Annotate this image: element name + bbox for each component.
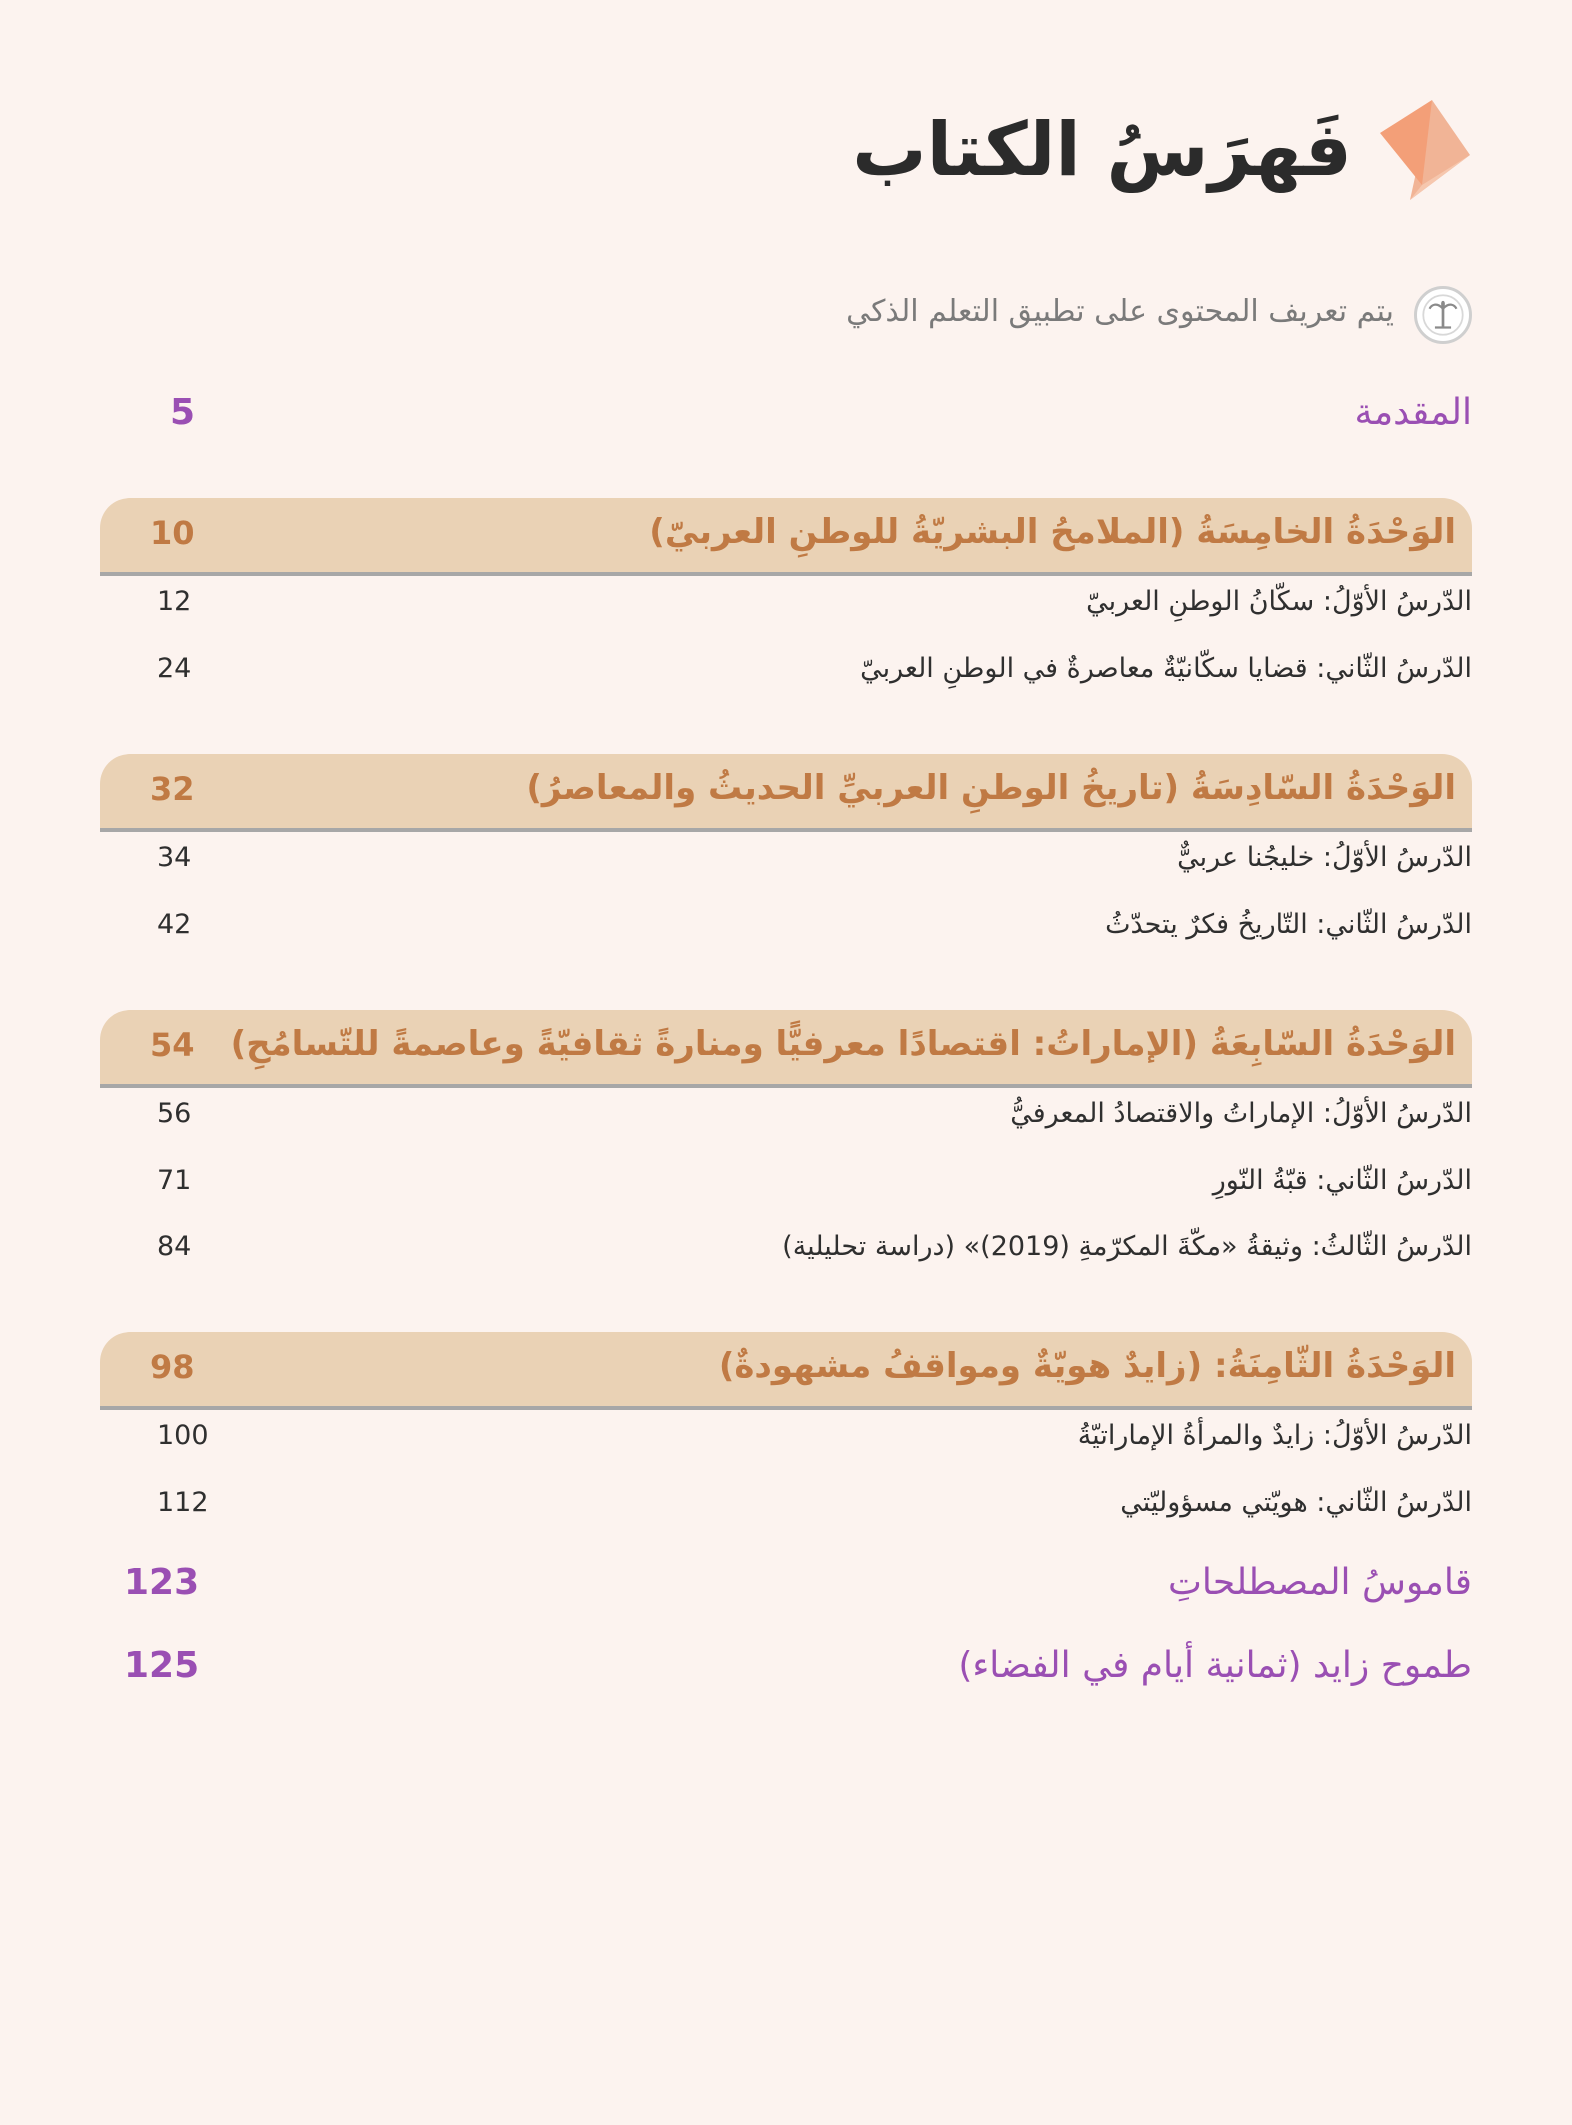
- lesson-page: 24: [157, 653, 192, 684]
- lesson-row[interactable]: [100, 586, 1472, 626]
- lesson-title[interactable]: الدّرسُ الأوّلُ: زايدٌ والمرأةُ الإماراتيّةُ: [1077, 1420, 1472, 1451]
- lesson-title[interactable]: الدّرسُ الثّاني: قضايا سكّانيّةٌ معاصرةٌ في الوطنِ العربيّ: [860, 653, 1472, 684]
- zayed-ambition-row[interactable]: [100, 1645, 1472, 1695]
- lesson-page: 112: [157, 1487, 209, 1518]
- palm-tree-icon: [1414, 286, 1472, 344]
- intro-row[interactable]: [100, 388, 1472, 438]
- lesson-row[interactable]: [100, 909, 1472, 949]
- lesson-row[interactable]: [100, 1098, 1472, 1138]
- glossary-page: 123: [124, 1562, 200, 1603]
- lesson-title[interactable]: الدّرسُ الثّاني: هويّتي مسؤوليّتي: [1120, 1487, 1472, 1518]
- smart-learning-note: [772, 286, 1472, 350]
- glossary-label[interactable]: قاموسُ المصطلحاتِ: [1168, 1562, 1472, 1603]
- note-text: يتم تعريف المحتوى على تطبيق التعلم الذكي: [846, 294, 1394, 329]
- lesson-title[interactable]: الدّرسُ الأوّلُ: سكّانُ الوطنِ العربيّ: [1086, 586, 1472, 617]
- page-title: فَهرَسُ الكتاب: [852, 107, 1352, 193]
- lesson-row[interactable]: [100, 1231, 1472, 1271]
- lesson-page: 56: [157, 1098, 192, 1129]
- lesson-row[interactable]: [100, 1420, 1472, 1460]
- lesson-row[interactable]: [100, 653, 1472, 693]
- zayed-ambition-page: 125: [124, 1645, 200, 1686]
- lesson-row[interactable]: [100, 842, 1472, 882]
- lesson-page: 84: [157, 1231, 192, 1262]
- unit-page: 10: [150, 514, 195, 552]
- lesson-title[interactable]: الدّرسُ الثّاني: التّاريخُ فكرٌ يتحدّثُ: [1105, 909, 1472, 940]
- unit-title[interactable]: الوَحْدَةُ السّابِعَةُ (الإماراتُ: اقتصادًا معرفيًّا ومنارةً ثقافيّةً وعاصمةً للتّسامُحِ): [230, 1024, 1456, 1064]
- unit-title[interactable]: الوَحْدَةُ الثّامِنَةُ: (زايدٌ هويّةٌ ومواقفُ مشهودةٌ): [718, 1346, 1456, 1386]
- lesson-title[interactable]: الدّرسُ الثّاني: قبّةُ النّورِ: [1212, 1165, 1472, 1196]
- lesson-title[interactable]: الدّرسُ الثّالثُ: وثيقةُ «مكّةَ المكرّمةِ (2019)» (دراسة تحليلية): [782, 1231, 1472, 1262]
- intro-page: 5: [170, 392, 196, 433]
- unit-header[interactable]: [100, 754, 1472, 832]
- triangle-decoration-icon: [1362, 95, 1472, 205]
- lesson-page: 34: [157, 842, 192, 873]
- lesson-row[interactable]: [100, 1165, 1472, 1205]
- unit-title[interactable]: الوَحْدَةُ الخامِسَةُ (الملامحُ البشريّةُ للوطنِ العربيّ): [649, 512, 1456, 552]
- unit-page: 32: [150, 770, 195, 808]
- lesson-row[interactable]: [100, 1487, 1472, 1527]
- unit-header[interactable]: [100, 498, 1472, 576]
- zayed-ambition-label[interactable]: طموح زايد (ثمانية أيام في الفضاء): [958, 1645, 1472, 1686]
- unit-header[interactable]: [100, 1010, 1472, 1088]
- glossary-row[interactable]: [100, 1562, 1472, 1612]
- lesson-title[interactable]: الدّرسُ الأوّلُ: خليجُنا عربيٌّ: [1177, 842, 1472, 873]
- unit-page: 98: [150, 1348, 195, 1386]
- lesson-page: 12: [157, 586, 192, 617]
- title-block: [772, 95, 1472, 205]
- lesson-page: 100: [157, 1420, 209, 1451]
- intro-label[interactable]: المقدمة: [1354, 392, 1472, 433]
- lesson-page: 71: [157, 1165, 192, 1196]
- unit-page: 54: [150, 1026, 195, 1064]
- unit-header[interactable]: [100, 1332, 1472, 1410]
- unit-title[interactable]: الوَحْدَةُ السّادِسَةُ (تاريخُ الوطنِ العربيِّ الحديثُ والمعاصرُ): [526, 768, 1456, 808]
- lesson-page: 42: [157, 909, 192, 940]
- lesson-title[interactable]: الدّرسُ الأوّلُ: الإماراتُ والاقتصادُ المعرفيُّ: [1010, 1098, 1472, 1129]
